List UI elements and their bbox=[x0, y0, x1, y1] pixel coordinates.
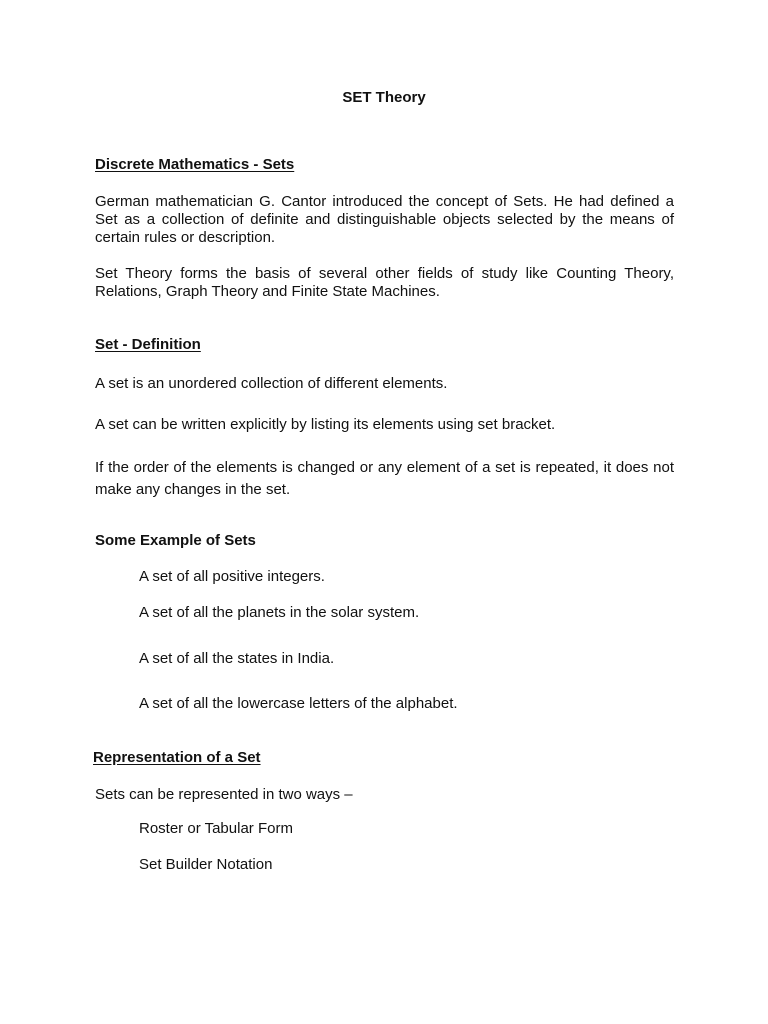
document-title: SET Theory bbox=[342, 89, 426, 106]
representation-intro: Sets can be represented in two ways – bbox=[95, 786, 353, 803]
definition-line-unordered: A set is an unordered collection of different elements. bbox=[95, 375, 448, 392]
section-heading-set-definition: Set - Definition bbox=[95, 336, 201, 353]
section-heading-discrete-mathematics: Discrete Mathematics - Sets bbox=[95, 156, 295, 173]
section-heading-examples: Some Example of Sets bbox=[95, 532, 256, 549]
paragraph-set-theory-basis: Set Theory forms the basis of several other fields of study like Counting Theory, Relations, Graph Theory and Finite State Machines. bbox=[95, 265, 674, 300]
section-heading-representation: Representation of a Set bbox=[93, 749, 261, 766]
definition-line-set-bracket: A set can be written explicitly by listing its elements using set bracket. bbox=[95, 416, 556, 433]
representation-item: Roster or Tabular Form bbox=[139, 820, 293, 837]
example-item: A set of all the states in India. bbox=[139, 650, 335, 667]
example-item: A set of all the lowercase letters of the alphabet. bbox=[139, 695, 458, 712]
definition-line-order: If the order of the elements is changed or any element of a set is repeated, it does not make any changes in the set. bbox=[95, 459, 674, 498]
example-item: A set of all the planets in the solar system. bbox=[139, 604, 420, 621]
example-item: A set of all positive integers. bbox=[139, 568, 325, 585]
representation-item: Set Builder Notation bbox=[139, 856, 273, 873]
paragraph-cantor: German mathematician G. Cantor introduced the concept of Sets. He had defined a Set as a collection of definite and distinguishable objects selected by the means of certain rules or description. bbox=[95, 193, 674, 246]
